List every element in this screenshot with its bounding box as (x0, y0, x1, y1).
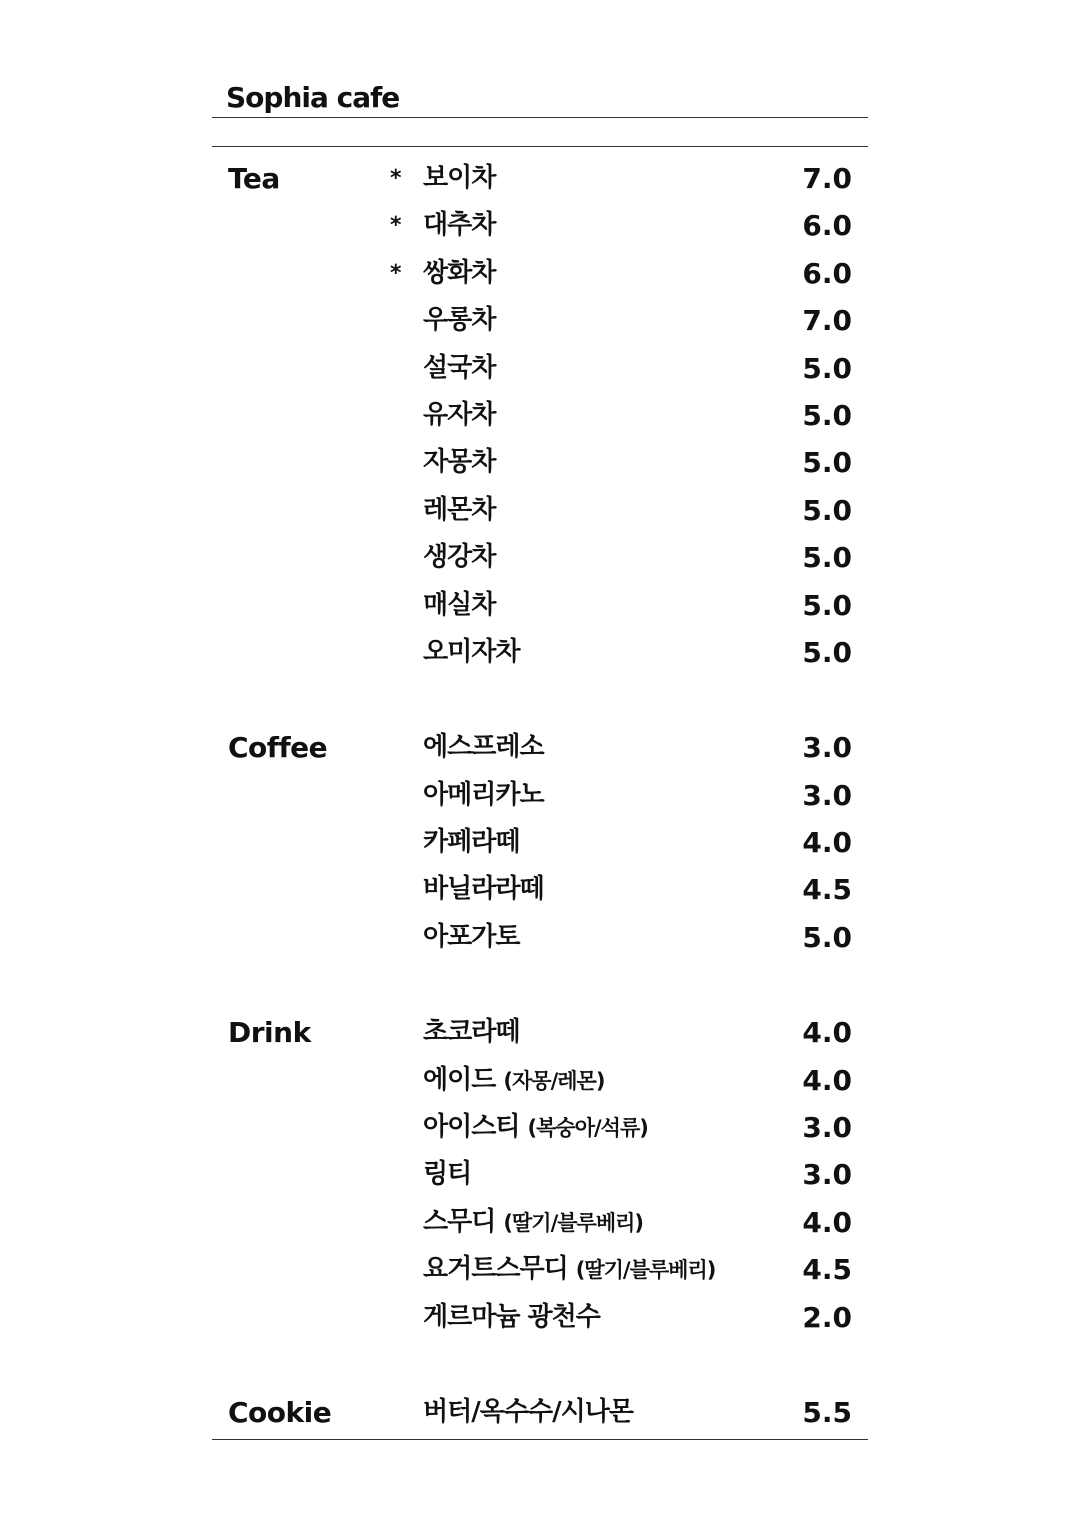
item-name: 우롱차 (423, 305, 496, 336)
category-label: Drink (228, 1016, 311, 1050)
item-name-wrap (423, 1104, 648, 1152)
item-price: 5.0 (802, 446, 852, 480)
item-price: 4.5 (802, 873, 852, 907)
bottom-divider (212, 1439, 868, 1440)
category-label: Coffee (228, 731, 328, 765)
menu-item (212, 1104, 868, 1151)
item-name: 에이드 (423, 1064, 496, 1095)
item-name: 카페라떼 (423, 827, 520, 858)
item-name: 자몽차 (423, 447, 496, 478)
item-name: 바닐라라떼 (423, 874, 544, 905)
item-price: 4.0 (802, 1016, 852, 1050)
item-name: 아포가토 (423, 921, 520, 952)
item-price: 3.0 (802, 1111, 852, 1145)
item-note: (딸기/블루베리) (575, 1258, 716, 1283)
menu-item (212, 866, 868, 913)
section-coffee (212, 724, 868, 961)
item-name: 생강차 (423, 542, 496, 573)
menu-item (212, 250, 868, 297)
menu-item (212, 392, 868, 439)
item-price: 5.0 (802, 635, 852, 669)
item-name: 게르마늄 광천수 (423, 1301, 600, 1332)
menu-item (212, 772, 868, 819)
menu-item (212, 724, 868, 771)
menu-item (212, 1294, 868, 1341)
item-price: 3.0 (802, 778, 852, 812)
title-divider (212, 117, 868, 118)
item-name: 대추차 (423, 210, 496, 241)
item-name: 쌍화차 (423, 257, 496, 288)
item-note: (딸기/블루베리) (503, 1210, 644, 1235)
menu-sections (212, 147, 868, 1436)
item-price: 6.0 (802, 209, 852, 243)
item-price: 4.0 (802, 826, 852, 860)
menu-item (212, 1246, 868, 1293)
menu-item (212, 534, 868, 581)
category-label: Cookie (228, 1395, 332, 1429)
menu-item (212, 1151, 868, 1198)
item-name: 아이스티 (423, 1112, 520, 1143)
menu-sheet (212, 80, 868, 1440)
item-price: 5.0 (802, 920, 852, 954)
menu-item (212, 202, 868, 249)
menu-item (212, 1057, 868, 1104)
recommended-star-icon: * (390, 260, 402, 286)
item-name: 매실차 (423, 589, 496, 620)
section-tea (212, 155, 868, 676)
item-price: 5.0 (802, 541, 852, 575)
item-price: 3.0 (802, 731, 852, 765)
section-drink (212, 1009, 868, 1341)
item-price: 5.0 (802, 493, 852, 527)
item-name: 설국차 (423, 352, 496, 383)
item-name-wrap (423, 1199, 643, 1247)
recommended-star-icon: * (390, 213, 402, 239)
item-price: 4.0 (802, 1205, 852, 1239)
menu-item (212, 1199, 868, 1246)
recommended-star-icon: * (390, 166, 402, 191)
item-name: 오미자차 (423, 636, 520, 667)
item-name: 보이차 (423, 163, 496, 193)
item-price: 6.0 (802, 256, 852, 290)
menu-item (212, 629, 868, 676)
item-price: 7.0 (802, 162, 852, 195)
item-price: 4.5 (802, 1253, 852, 1287)
menu-item (212, 297, 868, 344)
item-name: 아메리카노 (423, 779, 544, 810)
menu-item (212, 1389, 868, 1436)
item-note: (복숭아/석류) (527, 1116, 648, 1141)
menu-item (212, 487, 868, 534)
item-price: 5.0 (802, 351, 852, 385)
item-name: 버터/옥수수/시나몬 (423, 1396, 633, 1427)
item-name-wrap (423, 1057, 604, 1105)
item-price: 4.0 (802, 1063, 852, 1097)
item-name: 유자차 (423, 399, 496, 430)
item-price: 5.0 (802, 588, 852, 622)
item-name: 링티 (423, 1159, 472, 1190)
menu-item (212, 819, 868, 866)
item-name: 초코라떼 (423, 1017, 520, 1048)
item-name: 에스프레소 (423, 732, 544, 763)
section-cookie (212, 1389, 868, 1436)
menu-item (212, 914, 868, 961)
page-title: Sophia cafe (226, 81, 400, 114)
item-name: 스무디 (423, 1206, 496, 1237)
item-name: 레몬차 (423, 494, 496, 525)
item-price: 3.0 (802, 1158, 852, 1192)
menu-item (212, 439, 868, 486)
menu-item (212, 1009, 868, 1056)
item-price: 7.0 (802, 304, 852, 338)
item-name-wrap (423, 1246, 715, 1294)
item-price: 2.0 (802, 1300, 852, 1334)
item-price: 5.0 (802, 398, 852, 432)
item-price: 5.5 (802, 1395, 852, 1429)
category-label: Tea (228, 162, 280, 195)
menu-item (212, 155, 868, 202)
menu-item (212, 345, 868, 392)
item-name: 요거트스무디 (423, 1254, 568, 1285)
item-note: (자몽/레몬) (503, 1068, 605, 1093)
menu-item (212, 582, 868, 629)
